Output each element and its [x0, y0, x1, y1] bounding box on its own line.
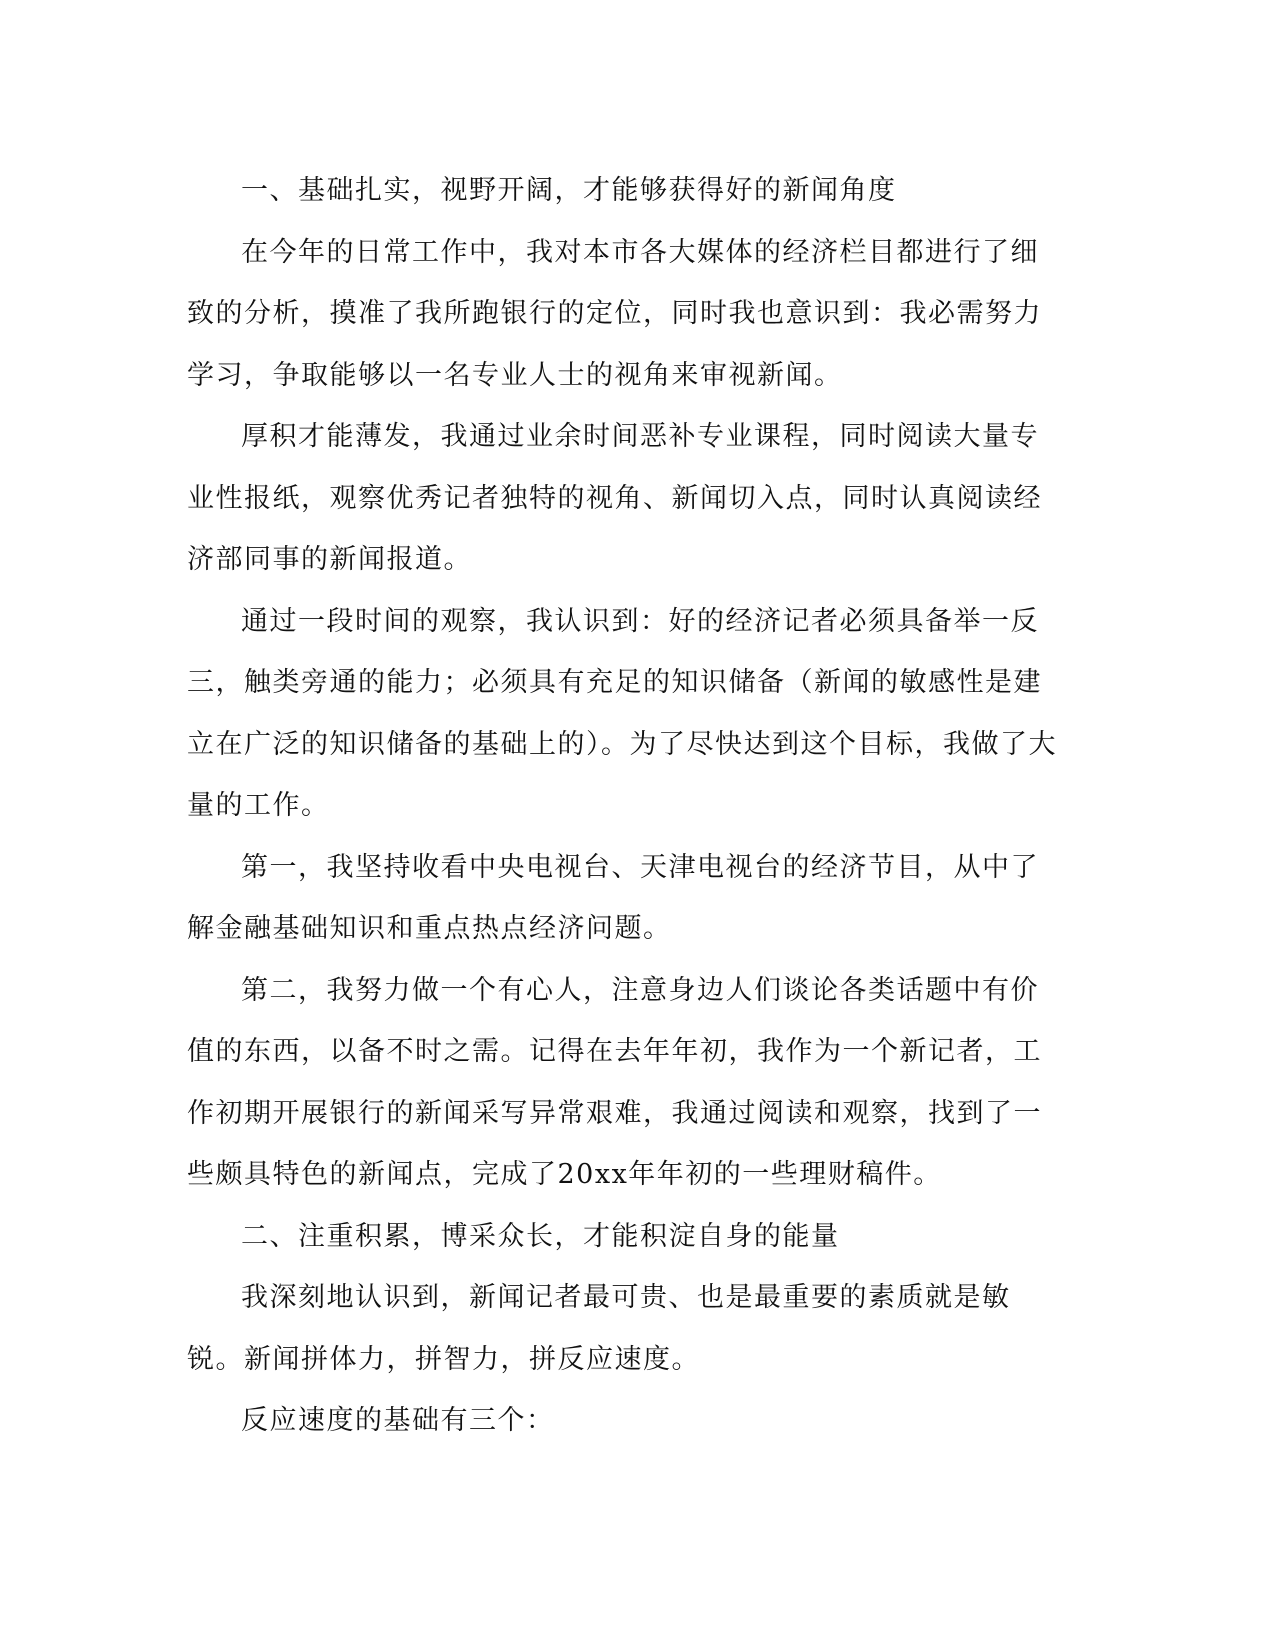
section-heading-1: 一、基础扎实，视野开阔，才能够获得好的新闻角度	[241, 175, 897, 206]
body-paragraph: 第一，我坚持收看中央电视台、天津电视台的经济节目，从中了解金融基础知识和重点热点经济问题。	[187, 851, 1039, 944]
body-paragraph: 我深刻地认识到，新闻记者最可贵、也是最重要的素质就是敏锐。新闻拼体力，拼智力，拼反应速度。	[187, 1282, 1011, 1375]
body-paragraph: 反应速度的基础有三个：	[241, 1405, 555, 1436]
body-paragraph: 在今年的日常工作中，我对本市各大媒体的经济栏目都进行了细致的分析，摸准了我所跑银行的定位，同时我也意识到：我必需努力学习，争取能够以一名专业人士的视角来审视新闻。	[187, 236, 1042, 391]
body-paragraph: 厚积才能薄发，我通过业余时间恶补专业课程，同时阅读大量专业性报纸，观察优秀记者独特的视角、新闻切入点，同时认真阅读经济部同事的新闻报道。	[187, 421, 1042, 575]
body-paragraph: 通过一段时间的观察，我认识到：好的经济记者必须具备举一反三，触类旁通的能力；必须具有充足的知识储备（新闻的敏感性是建立在广泛的知识储备的基础上的）。为了尽快达到这个目标，我做了大量的工作。	[187, 605, 1057, 821]
section-heading-2: 二、注重积累，博采众长，才能积淀自身的能量	[241, 1220, 840, 1252]
body-paragraph: 第二，我努力做一个有心人，注意身边人们谈论各类话题中有价值的东西，以备不时之需。记得在去年年初，我作为一个新记者，工作初期开展银行的新闻采写异常艰难，我通过阅读和观察，找到了一些颇具特色的新闻点，完成了20xx年年初的一些理财稿件。	[187, 974, 1042, 1190]
document-body	[187, 160, 1067, 1452]
